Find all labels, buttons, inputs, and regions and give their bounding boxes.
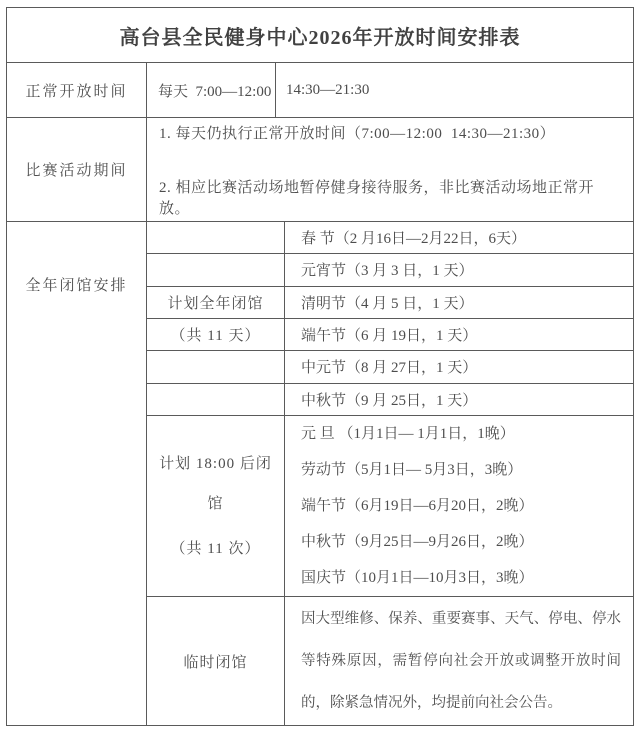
evening-holiday-text: 中秋节（9月25日—9月26日，2晚）	[301, 534, 534, 550]
holiday-text: 端午节（6 月 19日，1 天）	[301, 328, 478, 345]
planned-full-label-cell	[147, 254, 285, 285]
table-title: 高台县全民健身中心2026年开放时间安排表	[7, 8, 633, 63]
planned-full-row	[147, 254, 633, 286]
planned-full-row	[147, 319, 633, 351]
planned-full-label-cell	[147, 351, 285, 382]
holiday-text: 春 节（2 月16日—2月22日，6天）	[301, 231, 527, 248]
planned-full-row	[147, 222, 633, 254]
planned-evening-closure-block	[147, 416, 633, 597]
planned-evening-label: 计划 18:00 后闭馆	[159, 455, 272, 512]
planned-full-closure-block	[147, 222, 633, 416]
closure-details	[147, 222, 633, 725]
competition-item-1: 1. 每天仍执行正常开放时间（7:00—12:00 14:30—21:30）	[159, 125, 556, 142]
planned-full-label-cell: 计划全年闭馆	[147, 287, 285, 318]
planned-evening-holidays	[285, 416, 633, 596]
planned-full-row	[147, 384, 633, 415]
temporary-closure-text: 因大型维修、保养、重要赛事、天气、停电、停水等特殊原因，需暂停向社会开放或调整开放时间的，除紧急情况外，均提前向社会公告。	[301, 611, 621, 711]
competition-label: 比赛活动期间	[7, 118, 147, 221]
holiday-text: 中元节（8 月 27日，1 天）	[301, 360, 478, 377]
evening-holiday-text: 端午节（6月19日—6月20日，2晚）	[301, 498, 534, 514]
holiday-text: 元宵节（3 月 3 日，1 天）	[301, 263, 474, 280]
competition-content	[147, 118, 633, 221]
schedule-table	[6, 7, 634, 726]
closure-label: 全年闭馆安排	[7, 222, 147, 725]
evening-holiday-text: 劳动节（5月1日— 5月3日，3晚）	[301, 462, 523, 478]
temporary-closure-label: 临时闭馆	[147, 597, 285, 725]
competition-item-2: 2. 相应比赛活动场地暂停健身接待服务，非比赛活动场地正常开放。	[159, 179, 595, 217]
planned-full-row	[147, 351, 633, 383]
normal-hours-label: 正常开放时间	[7, 63, 147, 117]
planned-full-row	[147, 287, 633, 319]
planned-evening-count: （共 11 次）	[170, 540, 261, 557]
holiday-text: 清明节（4 月 5 日，1 天）	[301, 295, 474, 312]
normal-hours-afternoon: 14:30—21:30	[286, 81, 370, 98]
planned-evening-label-cell	[147, 416, 285, 596]
competition-row	[7, 118, 633, 222]
planned-full-label-cell	[147, 384, 285, 415]
evening-holiday-text: 元 旦 （1月1日— 1月1日，1晚）	[301, 426, 515, 442]
normal-hours-row	[7, 63, 633, 118]
evening-holiday-text: 国庆节（10月1日—10月3日，3晚）	[301, 570, 534, 586]
holiday-text: 中秋节（9 月 25日，1 天）	[301, 392, 478, 409]
temporary-closure-block	[147, 597, 633, 725]
normal-hours-morning: 每天 7:00—12:00	[147, 63, 276, 117]
planned-full-label-cell: （共 11 天）	[147, 319, 285, 350]
planned-full-label-cell	[147, 222, 285, 253]
closure-section	[7, 222, 633, 725]
